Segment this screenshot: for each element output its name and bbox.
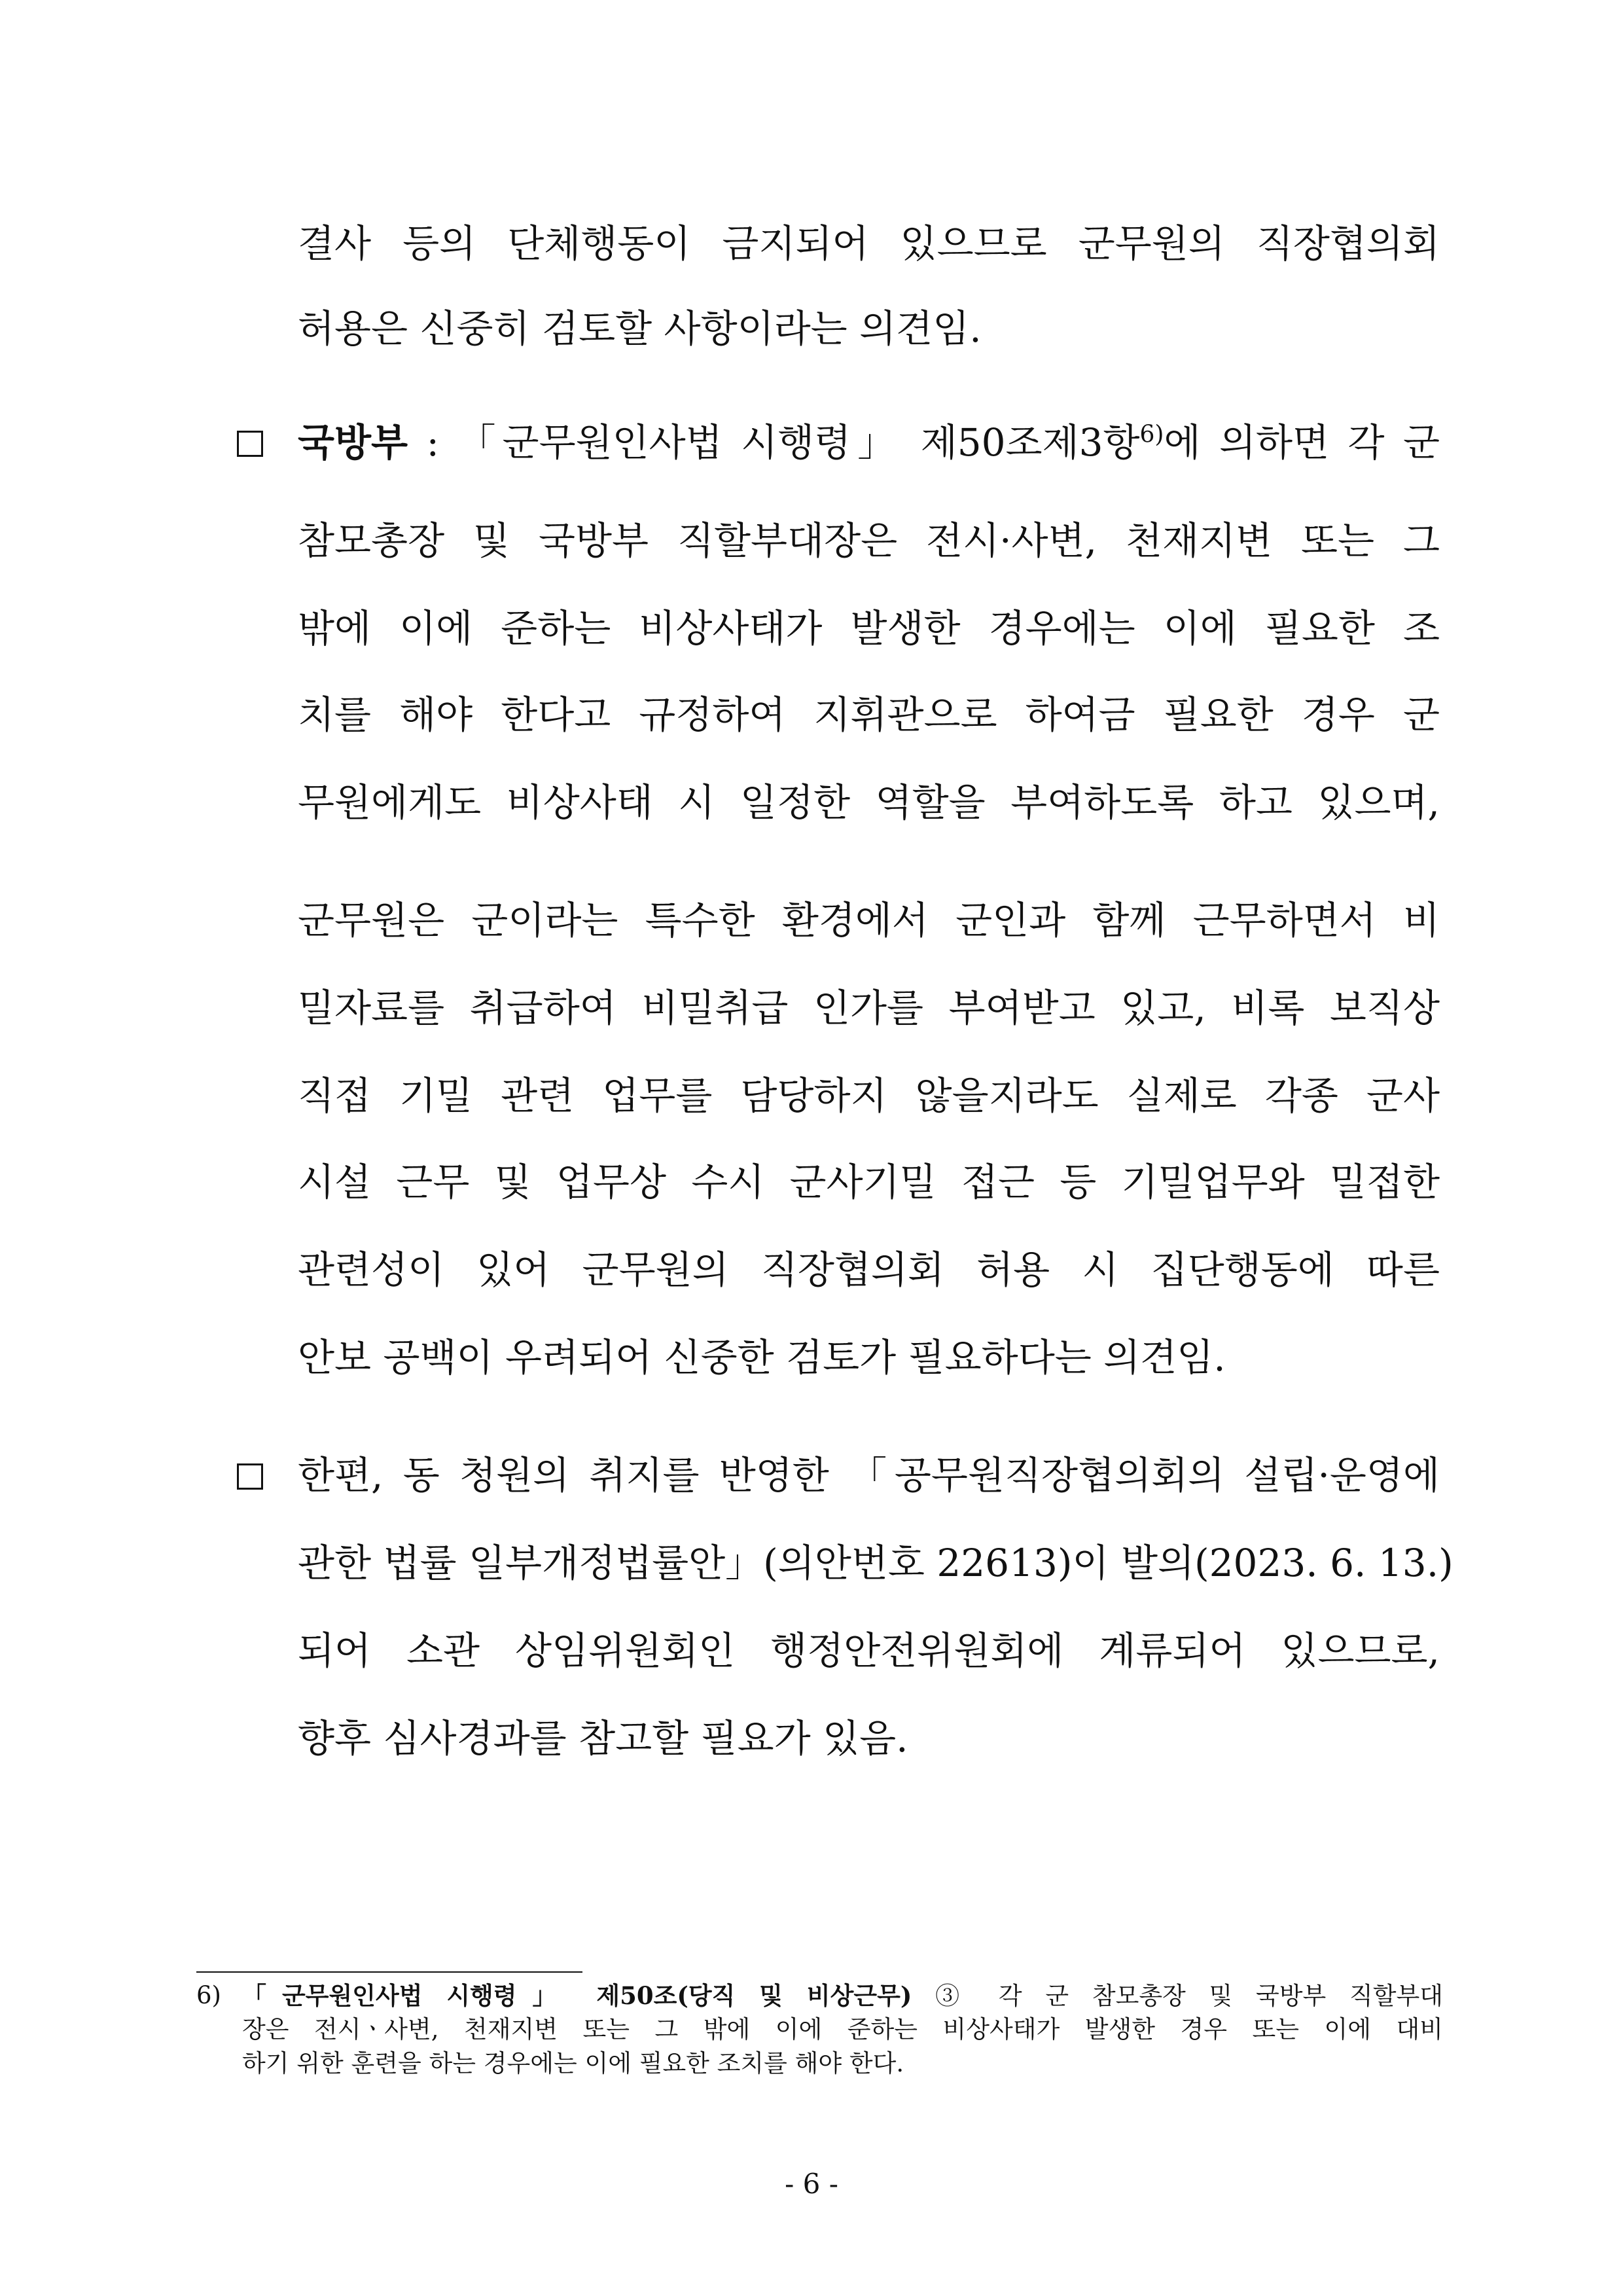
body-text-line: 군무원은 군이라는 특수한 환경에서 군인과 함께 근무하면서 비: [298, 898, 1440, 942]
footnote-title: 「군무원인사법 시행령」 제50조(당직 및 비상근무): [242, 1981, 912, 2010]
body-text-line: 한편, 동 청원의 취지를 반영한 「공무원직장협의회의 설립·운영에: [298, 1453, 1440, 1498]
footnote-line: 하기 위한 훈련을 하는 경우에는 이에 필요한 조치를 해야 한다.: [242, 2049, 904, 2077]
checkbox-bullet-icon: [237, 1463, 263, 1490]
footnote-text-span: ③ 각 군 참모총장 및 국방부 직할부대: [912, 1982, 1444, 2010]
footnote-line: [242, 1981, 1443, 2011]
footnote-line: 장은 전시ㆍ사변, 천재지변 또는 그 밖에 이에 준하는 비상사태가 발생한 경우 또는 이에 대비: [242, 2015, 1443, 2043]
body-text-line: 밀자료를 취급하여 비밀취급 인가를 부여받고 있고, 비록 보직상: [298, 986, 1440, 1030]
body-text-line: 치를 해야 한다고 규정하여 지휘관으로 하여금 필요한 경우 군: [298, 692, 1440, 737]
section-heading: 국방부: [298, 420, 408, 465]
footnote-number: 6): [196, 1981, 221, 2009]
body-text-span: : 「군무원인사법 시행령」 제50조제3항: [408, 420, 1140, 465]
body-text-line: 되어 소관 상임위원회인 행정안전위원회에 계류되어 있으므로,: [298, 1628, 1440, 1673]
body-text-line: 밖에 이에 준하는 비상사태가 발생한 경우에는 이에 필요한 조: [298, 606, 1440, 651]
body-text-line: 안보 공백이 우려되어 신중한 검토가 필요하다는 의견임.: [298, 1335, 1226, 1380]
footnote-divider: [196, 1971, 582, 1973]
body-text-line: 직접 기밀 관련 업무를 담당하지 않을지라도 실제로 각종 군사: [298, 1073, 1440, 1118]
body-text-line: 관한 법률 일부개정법률안」(의안번호 22613)이 발의(2023. 6. 13.): [298, 1541, 1454, 1585]
body-text-line: 허용은 신중히 검토할 사항이라는 의견임.: [298, 306, 982, 351]
body-text-line: 관련성이 있어 군무원의 직장협의회 허용 시 집단행동에 따른: [298, 1247, 1440, 1292]
body-text-line: 참모총장 및 국방부 직할부대장은 전시·사변, 천재지변 또는 그: [298, 518, 1440, 563]
body-text-line: 결사 등의 단체행동이 금지되어 있으므로 군무원의 직장협의회: [298, 221, 1440, 266]
body-text-line: [298, 419, 1440, 466]
body-text-line: 향후 심사경과를 참고할 필요가 있음.: [298, 1716, 908, 1761]
body-text-line: 시설 근무 및 업무상 수시 군사기밀 접근 등 기밀업무와 밀접한: [298, 1160, 1440, 1204]
footnote-reference: 6): [1139, 421, 1164, 448]
checkbox-bullet-icon: [237, 431, 263, 457]
page-number: - 6 -: [785, 2168, 838, 2200]
body-text-span: 에 의하면 각 군: [1164, 420, 1440, 465]
body-text-line: 무원에게도 비상사태 시 일정한 역할을 부여하도록 하고 있으며,: [298, 780, 1440, 825]
